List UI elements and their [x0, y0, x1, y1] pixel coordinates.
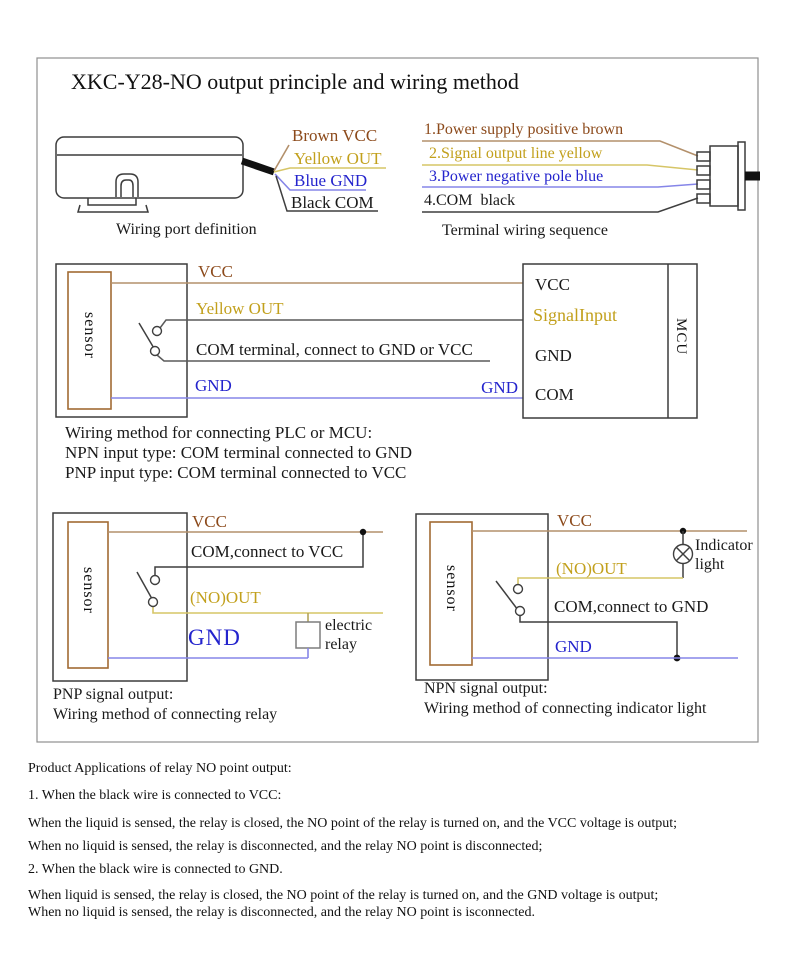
indicator-label-line2: light — [695, 556, 725, 573]
npn-wire-label-gnd: GND — [555, 637, 592, 656]
indicator-label-line1: Indicator — [695, 537, 753, 554]
port-label-brown-vcc: Brown VCC — [292, 126, 378, 145]
device-cable — [242, 161, 274, 172]
terminal-line-1: 1.Power supply positive brown — [424, 121, 624, 138]
pnp-caption-line1: PNP signal output: — [53, 686, 174, 703]
page-title: XKC-Y28-NO output principle and wiring method — [71, 69, 519, 94]
applications-line1a: When the liquid is sensed, the relay is closed, the NO point of the relay is turned on, and the VCC voltage is output; — [28, 816, 678, 831]
applications-item2: 2. When the black wire is connected to GND. — [28, 862, 283, 877]
diagram-frame — [37, 58, 758, 742]
npn-wire-label-vcc: VCC — [557, 511, 592, 530]
mcu-sensor-outer-box — [56, 264, 187, 417]
mcu-wire-label-gnd-right: GND — [481, 378, 518, 397]
port-label-black-com: Black COM — [291, 193, 374, 212]
pnp-wire-label-gnd: GND — [188, 625, 241, 650]
applications-line2b: When no liquid is sensed, the relay is disconnected, and the relay NO point is isconnected. — [28, 905, 535, 920]
terminal-line-4: 4.COM black — [424, 192, 516, 209]
mcu-pin-gnd: GND — [535, 346, 572, 365]
mcu-pin-com: COM — [535, 385, 574, 404]
sensor-label-mcu-diagram: sensor — [81, 312, 98, 359]
terminal-connector-symbol — [697, 142, 760, 210]
mcu-note-1: Wiring method for connecting PLC or MCU: — [65, 423, 373, 442]
applications-item1: 1. When the black wire is connected to VCC: — [28, 788, 282, 803]
relay-label-line1: electric — [325, 617, 373, 634]
relay-label-line2: relay — [325, 636, 357, 653]
port-label-blue-gnd: Blue GND — [294, 171, 368, 190]
applications-heading: Product Applications of relay NO point output: — [28, 761, 292, 776]
port-label-yellow-out: Yellow OUT — [294, 149, 382, 168]
junction-dot — [360, 529, 366, 535]
terminal-line-3: 3.Power negative pole blue — [429, 168, 604, 185]
terminal-caption: Terminal wiring sequence — [442, 222, 608, 239]
mcu-note-3: PNP input type: COM terminal connected to VCC — [65, 463, 407, 482]
pnp-wire-label-no-out: (NO)OUT — [190, 588, 261, 607]
mcu-pin-vcc: VCC — [535, 275, 570, 294]
pnp-wire-label-vcc: VCC — [192, 512, 227, 531]
terminal-line-2: 2.Signal output line yellow — [429, 145, 603, 162]
sensor-label-pnp-diagram: sensor — [80, 567, 97, 614]
mcu-wire-label-gnd: GND — [195, 376, 232, 395]
npn-wire-label-no-out: (NO)OUT — [556, 559, 627, 578]
mcu-switch-symbol — [139, 323, 162, 356]
pnp-switch-symbol — [137, 572, 160, 607]
relay-symbol — [296, 622, 320, 648]
mcu-wire-label-yellow-out: Yellow OUT — [196, 299, 284, 318]
pnp-wire-label-com: COM,connect to VCC — [191, 542, 344, 561]
applications-line1b: When no liquid is sensed, the relay is disconnected, and the relay NO point is disconnected; — [28, 839, 543, 854]
mcu-box-label: MCU — [673, 318, 689, 356]
port-definition-caption: Wiring port definition — [116, 221, 257, 238]
applications-line2a: When liquid is sensed, the relay is closed, the NO point of the relay is turned on, and the GND voltage is output; — [28, 888, 659, 903]
mcu-note-2: NPN input type: COM terminal connected to GND — [65, 443, 413, 462]
mcu-pin-signal-input: SignalInput — [533, 305, 617, 325]
sensor-label-npn-diagram: sensor — [443, 565, 460, 612]
indicator-light-icon — [674, 531, 693, 578]
pnp-sensor-outer-box — [53, 513, 187, 681]
npn-caption-line2: Wiring method of connecting indicator light — [424, 700, 707, 717]
npn-switch-symbol — [496, 581, 525, 616]
npn-sensor-outer-box — [416, 514, 548, 680]
mcu-wire-label-vcc: VCC — [198, 262, 233, 281]
npn-wire-label-com: COM,connect to GND — [554, 597, 709, 616]
sensor-device-drawing — [56, 137, 274, 212]
pnp-caption-line2: Wiring method of connecting relay — [53, 706, 278, 723]
npn-caption-line1: NPN signal output: — [424, 680, 548, 697]
mcu-wire-label-com: COM terminal, connect to GND or VCC — [196, 340, 473, 359]
